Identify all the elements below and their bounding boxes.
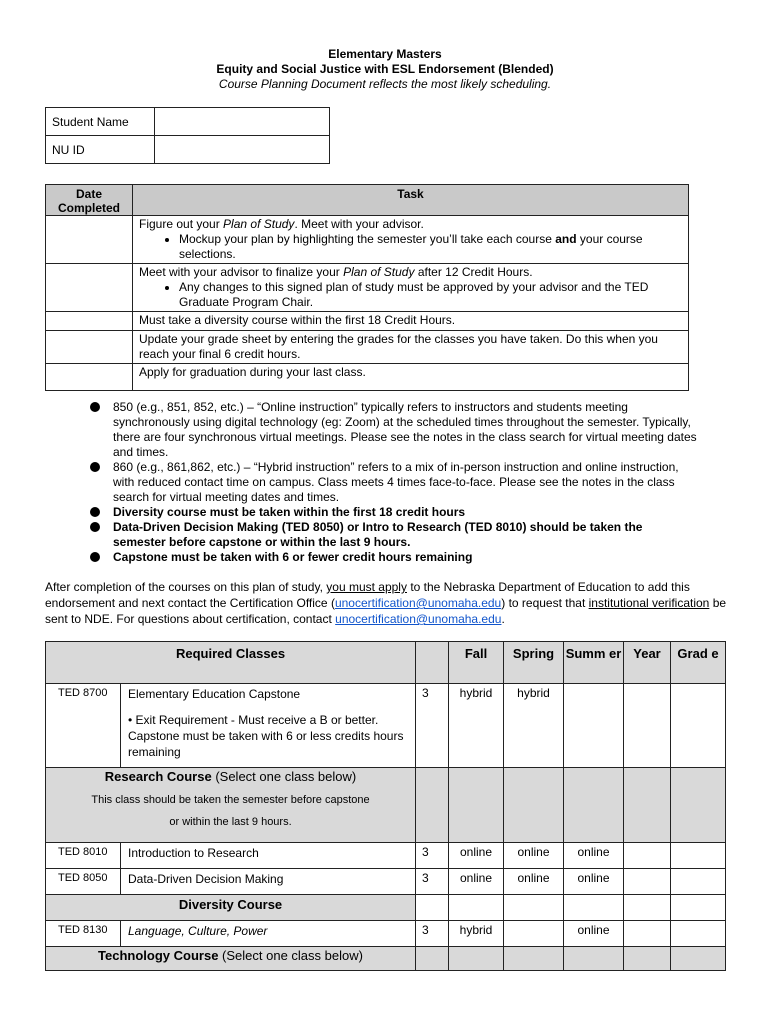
col-task: Task [133,185,689,216]
col-summer: Summ er [564,642,624,684]
col-year: Year [624,642,671,684]
technology-section-title: Technology Course [98,948,219,963]
summer-format: online [564,869,624,895]
summer-cell [564,684,624,768]
col-fall: Fall [449,642,504,684]
student-name-field[interactable] [155,108,330,136]
header-subtitle: Course Planning Document reflects the most likely scheduling. [218,77,552,91]
col-credits [416,642,449,684]
note-online: 850 (e.g., 851, 852, etc.) – “Online instruction” typically refers to instructors and students meeting synchronously using digital technology (eg: Zoom) at the scheduled times throughout the semester. Typically, there are four synchronous virtual meetings. Please see the notes in the class search for virtual meeting dates and times. [88,400,698,460]
course-name: Language, Culture, Power [121,921,416,947]
date-cell[interactable] [46,331,133,364]
grade-cell[interactable] [671,684,726,768]
bullet-icon [90,507,100,517]
task-row: Meet with your advisor to finalize your Plan of Study after 12 Credit Hours. • Any changes to this signed plan of study must be approved by your advisor and the TED Graduate Program Chair. [133,264,689,312]
year-cell[interactable] [624,869,671,895]
course-code: TED 8010 [46,843,121,869]
section-row [46,895,726,921]
fall-format: hybrid [449,684,504,768]
spring-format: online [504,869,564,895]
table-row [46,684,726,768]
course-credits: 3 [416,869,449,895]
task-row: Figure out your Plan of Study. Meet with your advisor. • Mockup your plan by highlighting the semester you’ll take each course and your course selections. [133,216,689,264]
grade-cell[interactable] [671,869,726,895]
course-code: TED 8130 [46,921,121,947]
required-classes-table [45,641,726,971]
table-row [46,921,726,947]
diversity-section-title: Diversity Course [178,897,283,912]
fall-format: hybrid [449,921,504,947]
student-info-table [45,107,330,164]
certification-email-link[interactable]: unocertification@unomaha.edu [334,596,502,610]
course-credits: 3 [416,684,449,768]
course-name: Introduction to Research [121,843,416,869]
col-required-classes: Required Classes [46,642,416,684]
fall-format: online [449,843,504,869]
bullet-icon [90,402,100,412]
fall-format: online [449,869,504,895]
date-cell[interactable] [46,264,133,312]
col-spring: Spring [504,642,564,684]
header-program: Equity and Social Justice with ESL Endorsement (Blended) [216,62,554,76]
date-cell[interactable] [46,364,133,391]
note-research: Data-Driven Decision Making (TED 8050) or Intro to Research (TED 8010) should be taken the semester before capstone or within the last 9 hours. [88,520,698,550]
grade-cell[interactable] [671,843,726,869]
section-row: Technology Course (Select one class below) [46,947,726,971]
certification-email-link-2[interactable]: unocertification@unomaha.edu [335,612,502,626]
grade-cell[interactable] [671,921,726,947]
course-name: Data-Driven Decision Making [121,869,416,895]
task-table [45,184,689,391]
spring-format: online [504,843,564,869]
date-cell[interactable] [46,216,133,264]
col-grade: Grad e [671,642,726,684]
note-capstone: Capstone must be taken with 6 or fewer credit hours remaining [88,550,698,565]
task-row: Apply for graduation during your last class. [133,364,689,391]
research-section-title: Research Course [104,769,212,784]
course-code: TED 8050 [46,869,121,895]
date-cell[interactable] [46,312,133,331]
nu-id-label: NU ID [46,136,155,164]
year-cell[interactable] [624,921,671,947]
document-header [0,47,770,92]
note-diversity: Diversity course must be taken within the first 18 credit hours [88,505,698,520]
summer-format: online [564,843,624,869]
bullet-icon [90,552,100,562]
student-name-label: Student Name [46,108,155,136]
year-cell[interactable] [624,843,671,869]
course-credits: 3 [416,843,449,869]
notes-list [88,400,698,565]
bullet-icon [90,462,100,472]
table-row [46,869,726,895]
spring-format: hybrid [504,684,564,768]
task-row: Must take a diversity course within the first 18 Credit Hours. [133,312,689,331]
course-credits: 3 [416,921,449,947]
task-row: Update your grade sheet by entering the grades for the classes you have taken. Do this when you reach your final 6 credit hours. [133,331,689,364]
header-title: Elementary Masters [328,47,442,61]
col-date-completed: Date Completed [46,185,133,216]
nu-id-field[interactable] [155,136,330,164]
note-hybrid: 860 (e.g., 861,862, etc.) – “Hybrid instruction” refers to a mix of in-person instruction and online instruction, with reduced contact time on campus. Class meets 4 times face-to-face. Please see the notes in the class search for virtual meeting dates and times. [88,460,698,505]
course-code: TED 8700 [46,684,121,768]
completion-paragraph: After completion of the courses on this plan of study, you must apply to the Nebraska Department of Education to add this endorsement and next contact the Certification Office (unocertification@unomaha.edu) to request that institutional verification be sent to NDE. For questions about certification, contact unocertification@unomaha.edu. [45,580,727,626]
bullet-icon [90,522,100,532]
summer-format: online [564,921,624,947]
spring-cell [504,921,564,947]
capstone-note: • Exit Requirement - Must receive a B or better. Capstone must be taken with 6 or less credits hours remaining [128,713,404,759]
table-row [46,843,726,869]
section-row: Research Course (Select one class below) This class should be taken the semester before capstone or within the last 9 hours. [46,768,726,843]
course-name: Elementary Education Capstone • Exit Requirement - Must receive a B or better. Capstone must be taken with 6 or less credits hours remaining [121,684,416,768]
year-cell[interactable] [624,684,671,768]
